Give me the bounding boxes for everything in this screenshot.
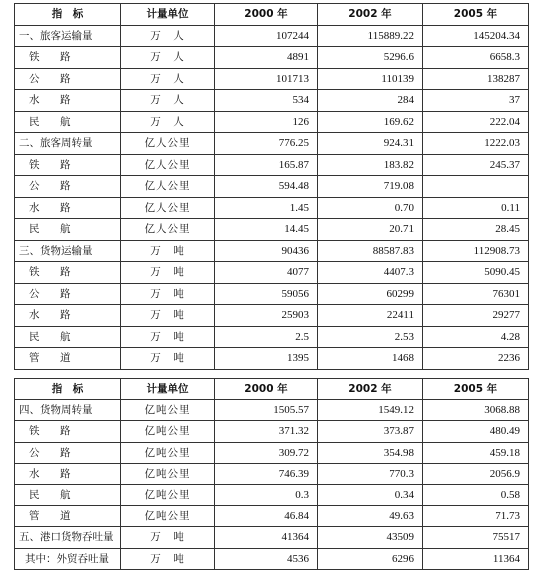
row-indicator-cell: 水 路 (15, 197, 121, 219)
row-value-2005-cell: 4.28 (423, 326, 529, 348)
row-value-2000-cell: 1505.57 (215, 400, 318, 421)
row-unit-cell: 亿吨公里 (121, 506, 215, 527)
table-row (15, 133, 529, 155)
row-value-2002-cell: 5296.6 (318, 47, 423, 69)
row-value-2002-cell: 115889.22 (318, 25, 423, 47)
row-value-2002-cell: 49.63 (318, 506, 423, 527)
row-value-2005-cell: 480.49 (423, 421, 529, 442)
row-unit-cell: 万 吨 (121, 262, 215, 284)
row-value-2000-cell: 165.87 (215, 154, 318, 176)
table-row (15, 90, 529, 112)
row-value-2000-cell: 594.48 (215, 176, 318, 198)
row-indicator-cell: 一、旅客运输量 (15, 25, 121, 47)
row-unit-cell: 万 人 (121, 90, 215, 112)
row-value-2002-cell: 0.34 (318, 485, 423, 506)
row-value-2005-cell: 76301 (423, 283, 529, 305)
row-unit-cell: 万 吨 (121, 527, 215, 548)
row-unit-cell: 亿人公里 (121, 133, 215, 155)
row-value-2000-cell: 14.45 (215, 219, 318, 241)
row-value-2000-cell: 776.25 (215, 133, 318, 155)
row-indicator-cell: 五、港口货物吞吐量 (15, 527, 121, 548)
row-value-2000-cell: 107244 (215, 25, 318, 47)
row-indicator-cell: 民 航 (15, 219, 121, 241)
row-unit-cell: 万 吨 (121, 283, 215, 305)
row-value-2005-cell: 222.04 (423, 111, 529, 133)
row-indicator-cell: 铁 路 (15, 47, 121, 69)
table-row (15, 400, 529, 421)
table-row (15, 421, 529, 442)
row-value-2005-cell: 245.37 (423, 154, 529, 176)
row-value-2000-cell: 126 (215, 111, 318, 133)
row-value-2000-cell: 46.84 (215, 506, 318, 527)
row-value-2005-cell: 2056.9 (423, 463, 529, 484)
row-value-2005-cell: 29277 (423, 305, 529, 327)
row-value-2000-cell: 90436 (215, 240, 318, 262)
row-value-2002-cell: 60299 (318, 283, 423, 305)
row-value-2000-cell: 41364 (215, 527, 318, 548)
table-row (15, 442, 529, 463)
row-indicator-cell: 水 路 (15, 90, 121, 112)
row-unit-cell: 亿吨公里 (121, 421, 215, 442)
row-value-2005-cell (423, 176, 529, 198)
table-body (15, 400, 529, 570)
row-value-2002-cell: 1549.12 (318, 400, 423, 421)
table-row (15, 197, 529, 219)
table-row (15, 305, 529, 327)
transport-stats-table-1 (14, 3, 529, 370)
row-value-2000-cell: 309.72 (215, 442, 318, 463)
header-year-2002: 2002 年 (318, 379, 423, 400)
table-row (15, 463, 529, 484)
row-unit-cell: 亿吨公里 (121, 400, 215, 421)
row-unit-cell: 万 人 (121, 47, 215, 69)
row-indicator-cell: 公 路 (15, 176, 121, 198)
row-indicator-cell: 民 航 (15, 326, 121, 348)
row-value-2005-cell: 0.11 (423, 197, 529, 219)
table-row (15, 348, 529, 370)
row-value-2005-cell: 112908.73 (423, 240, 529, 262)
row-value-2000-cell: 534 (215, 90, 318, 112)
row-indicator-cell: 管 道 (15, 348, 121, 370)
row-value-2005-cell: 75517 (423, 527, 529, 548)
row-unit-cell: 万 吨 (121, 326, 215, 348)
row-indicator-cell: 公 路 (15, 283, 121, 305)
row-indicator-cell: 水 路 (15, 463, 121, 484)
row-unit-cell: 亿吨公里 (121, 485, 215, 506)
transport-stats-table-2 (14, 378, 529, 570)
row-indicator-cell: 民 航 (15, 485, 121, 506)
row-unit-cell: 万 吨 (121, 240, 215, 262)
row-value-2002-cell: 1468 (318, 348, 423, 370)
row-value-2002-cell: 373.87 (318, 421, 423, 442)
row-value-2002-cell: 0.70 (318, 197, 423, 219)
table-header-row (15, 379, 529, 400)
row-value-2005-cell: 6658.3 (423, 47, 529, 69)
row-value-2005-cell: 145204.34 (423, 25, 529, 47)
row-value-2000-cell: 0.3 (215, 485, 318, 506)
table-row (15, 219, 529, 241)
row-value-2005-cell: 37 (423, 90, 529, 112)
row-value-2002-cell: 354.98 (318, 442, 423, 463)
row-value-2002-cell: 284 (318, 90, 423, 112)
row-unit-cell: 亿人公里 (121, 154, 215, 176)
row-indicator-cell: 二、旅客周转量 (15, 133, 121, 155)
row-value-2005-cell: 1222.03 (423, 133, 529, 155)
header-year-2000: 2000 年 (215, 379, 318, 400)
header-indicator: 指 标 (15, 4, 121, 26)
row-value-2005-cell: 5090.45 (423, 262, 529, 284)
table-row (15, 111, 529, 133)
row-value-2000-cell: 746.39 (215, 463, 318, 484)
row-indicator-cell: 其中：外贸吞吐量 (15, 548, 121, 569)
row-value-2005-cell: 138287 (423, 68, 529, 90)
row-value-2002-cell: 2.53 (318, 326, 423, 348)
row-value-2002-cell: 4407.3 (318, 262, 423, 284)
row-indicator-cell: 公 路 (15, 68, 121, 90)
row-value-2002-cell: 719.08 (318, 176, 423, 198)
table-row (15, 506, 529, 527)
table-row (15, 527, 529, 548)
row-value-2002-cell: 88587.83 (318, 240, 423, 262)
row-value-2005-cell: 28.45 (423, 219, 529, 241)
header-year-2000: 2000 年 (215, 4, 318, 26)
row-value-2005-cell: 2236 (423, 348, 529, 370)
row-value-2005-cell: 11364 (423, 548, 529, 569)
row-value-2000-cell: 1.45 (215, 197, 318, 219)
row-value-2002-cell: 22411 (318, 305, 423, 327)
header-year-2002: 2002 年 (318, 4, 423, 26)
row-value-2000-cell: 101713 (215, 68, 318, 90)
row-value-2000-cell: 371.32 (215, 421, 318, 442)
table-row (15, 68, 529, 90)
table-row (15, 485, 529, 506)
table-body (15, 25, 529, 369)
row-indicator-cell: 民 航 (15, 111, 121, 133)
row-indicator-cell: 三、货物运输量 (15, 240, 121, 262)
row-value-2002-cell: 183.82 (318, 154, 423, 176)
row-indicator-cell: 铁 路 (15, 262, 121, 284)
row-value-2000-cell: 25903 (215, 305, 318, 327)
row-unit-cell: 万 吨 (121, 548, 215, 569)
header-year-2005: 2005 年 (423, 379, 529, 400)
row-indicator-cell: 铁 路 (15, 154, 121, 176)
header-unit: 计量单位 (121, 4, 215, 26)
table-row (15, 176, 529, 198)
row-unit-cell: 亿吨公里 (121, 442, 215, 463)
row-value-2002-cell: 43509 (318, 527, 423, 548)
row-value-2002-cell: 20.71 (318, 219, 423, 241)
row-value-2002-cell: 924.31 (318, 133, 423, 155)
table-header-row (15, 4, 529, 26)
row-unit-cell: 亿吨公里 (121, 463, 215, 484)
row-indicator-cell: 四、货物周转量 (15, 400, 121, 421)
table-row (15, 283, 529, 305)
row-indicator-cell: 水 路 (15, 305, 121, 327)
row-value-2002-cell: 770.3 (318, 463, 423, 484)
row-value-2005-cell: 71.73 (423, 506, 529, 527)
table-row (15, 262, 529, 284)
row-unit-cell: 万 人 (121, 111, 215, 133)
row-value-2000-cell: 4891 (215, 47, 318, 69)
row-value-2000-cell: 4536 (215, 548, 318, 569)
row-indicator-cell: 铁 路 (15, 421, 121, 442)
row-value-2002-cell: 169.62 (318, 111, 423, 133)
row-value-2005-cell: 0.58 (423, 485, 529, 506)
row-value-2000-cell: 1395 (215, 348, 318, 370)
row-unit-cell: 万 吨 (121, 348, 215, 370)
row-value-2005-cell: 3068.88 (423, 400, 529, 421)
row-unit-cell: 亿人公里 (121, 176, 215, 198)
header-year-2005: 2005 年 (423, 4, 529, 26)
table-row (15, 47, 529, 69)
row-value-2002-cell: 110139 (318, 68, 423, 90)
row-indicator-cell: 管 道 (15, 506, 121, 527)
row-unit-cell: 亿人公里 (121, 219, 215, 241)
row-value-2002-cell: 6296 (318, 548, 423, 569)
header-unit: 计量单位 (121, 379, 215, 400)
table-row (15, 25, 529, 47)
row-indicator-cell: 公 路 (15, 442, 121, 463)
row-unit-cell: 万 吨 (121, 305, 215, 327)
row-value-2005-cell: 459.18 (423, 442, 529, 463)
header-indicator: 指 标 (15, 379, 121, 400)
row-value-2000-cell: 4077 (215, 262, 318, 284)
table-row (15, 240, 529, 262)
row-value-2000-cell: 59056 (215, 283, 318, 305)
row-value-2000-cell: 2.5 (215, 326, 318, 348)
row-unit-cell: 万 人 (121, 68, 215, 90)
row-unit-cell: 万 人 (121, 25, 215, 47)
row-unit-cell: 亿人公里 (121, 197, 215, 219)
table-row (15, 326, 529, 348)
table-row (15, 154, 529, 176)
table-row (15, 548, 529, 569)
